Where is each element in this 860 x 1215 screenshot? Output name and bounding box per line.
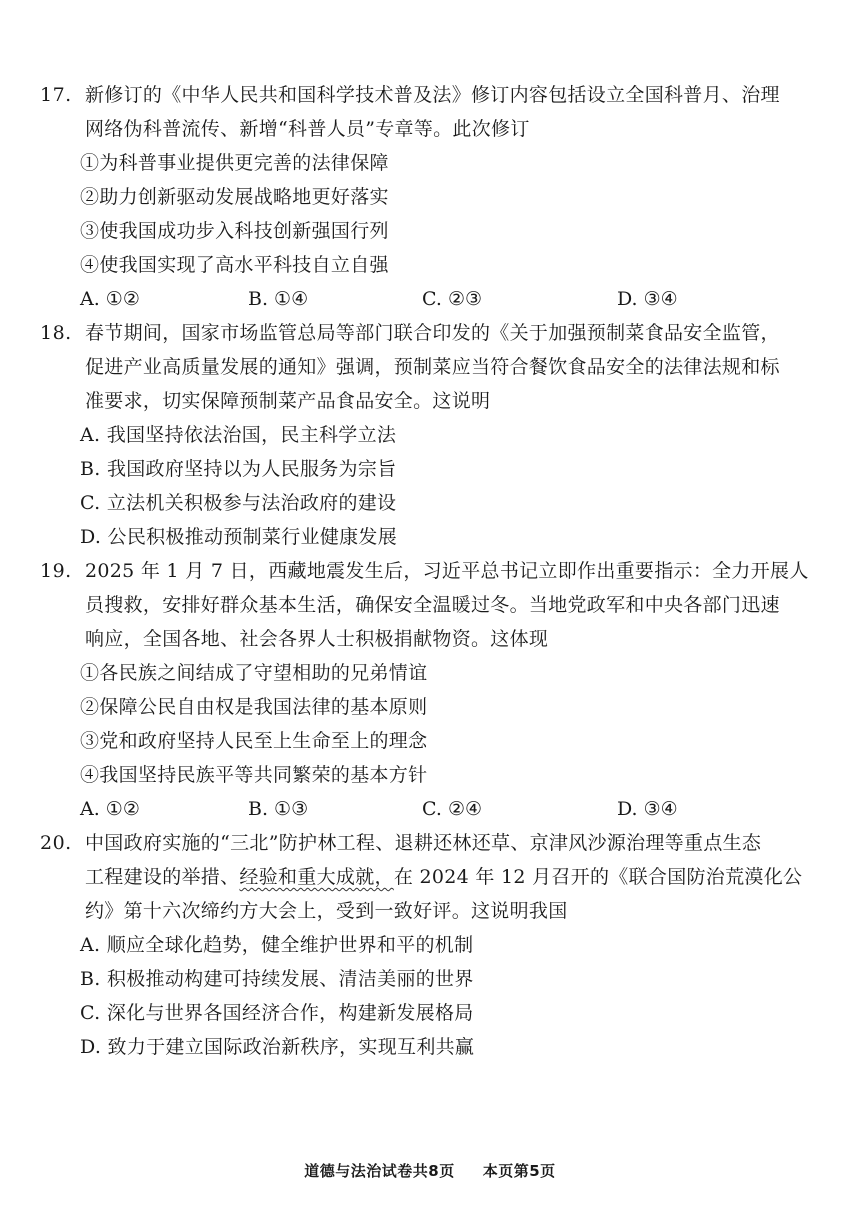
q18-stem-line: 春节期间，国家市场监管总局等部门联合印发的《关于加强预制菜食品安全监管，	[85, 322, 780, 344]
q18-option-a: A. 我国坚持依法治国，民主科学立法	[80, 424, 397, 446]
q19-stem-line: 2025 年 1 月 7 日，西藏地震发生后，习近平总书记立即作出重要指示：全力开展人	[85, 560, 809, 582]
q20-stem-segment: 工程建设的举措、	[85, 866, 240, 888]
q18-stem-line: 准要求，切实保障预制菜产品食品安全。这说明	[85, 390, 491, 412]
q17-stem-line: 新修订的《中华人民共和国科学技术普及法》修订内容包括设立全国科普月、治理	[85, 84, 780, 106]
q18-option-d: D. 公民积极推动预制菜行业健康发展	[80, 526, 398, 548]
footer-page-number: 本页第5页	[482, 1162, 556, 1180]
q17-item: ④使我国实现了高水平科技自立自强	[80, 254, 389, 276]
q20-option-a: A. 顺应全球化趋势，健全维护世界和平的机制	[80, 934, 474, 956]
q20-option-b: B. 积极推动构建可持续发展、清洁美丽的世界	[80, 968, 474, 990]
q20-number: 20.	[40, 832, 72, 854]
footer-total-pages: 道德与法治试卷共8页	[304, 1162, 455, 1180]
q20-stem-line	[85, 864, 802, 890]
q18-stem-line: 促进产业高质量发展的通知》强调，预制菜应当符合餐饮食品安全的法律法规和标	[85, 356, 780, 378]
q18-option-b: B. 我国政府坚持以为人民服务为宗旨	[80, 458, 397, 480]
q20-option-d: D. 致力于建立国际政治新秩序，实现互利共赢	[80, 1036, 475, 1058]
q20-stem-wavy-segment: 经验和重大成就，	[239, 866, 394, 888]
q17-stem-line: 网络伪科普流传、新增“科普人员”专章等。此次修订	[85, 118, 530, 140]
page-footer	[0, 1160, 860, 1181]
q20-stem-line: 约》第十六次缔约方大会上，受到一致好评。这说明我国	[85, 900, 568, 922]
q17-option-d: D. ③④	[617, 288, 678, 310]
q20-stem-segment: 在 2024 年 12 月召开的《联合国防治荒漠化公	[393, 866, 803, 888]
q19-stem-line: 响应，全国各地、社会各界人士积极捐献物资。这体现	[85, 628, 549, 650]
q18-option-c: C. 立法机关积极参与法治政府的建设	[80, 492, 397, 514]
q19-option-c: C. ②④	[422, 798, 483, 820]
q19-option-a: A. ①②	[80, 798, 140, 820]
q20-option-c: C. 深化与世界各国经济合作，构建新发展格局	[80, 1002, 474, 1024]
q17-option-b: B. ①④	[248, 288, 309, 310]
q20-stem-line: 中国政府实施的“三北”防护林工程、退耕还林还草、京津风沙源治理等重点生态	[85, 832, 762, 854]
q18-number: 18.	[40, 322, 72, 344]
q17-option-a: A. ①②	[80, 288, 140, 310]
q17-item: ②助力创新驱动发展战略地更好落实	[80, 186, 389, 208]
q19-option-b: B. ①③	[248, 798, 309, 820]
q19-stem-line: 员搜救，安排好群众基本生活，确保安全温暖过冬。当地党政军和中央各部门迅速	[85, 594, 780, 616]
q19-item: ①各民族之间结成了守望相助的兄弟情谊	[80, 662, 428, 684]
q19-number: 19.	[40, 560, 72, 582]
q19-item: ②保障公民自由权是我国法律的基本原则	[80, 696, 428, 718]
q19-item: ④我国坚持民族平等共同繁荣的基本方针	[80, 764, 428, 786]
q17-number: 17.	[40, 84, 72, 106]
q17-item: ①为科普事业提供更完善的法律保障	[80, 152, 389, 174]
q17-item: ③使我国成功步入科技创新强国行列	[80, 220, 389, 242]
q17-option-c: C. ②③	[422, 288, 483, 310]
q19-item: ③党和政府坚持人民至上生命至上的理念	[80, 730, 428, 752]
q19-option-d: D. ③④	[617, 798, 678, 820]
